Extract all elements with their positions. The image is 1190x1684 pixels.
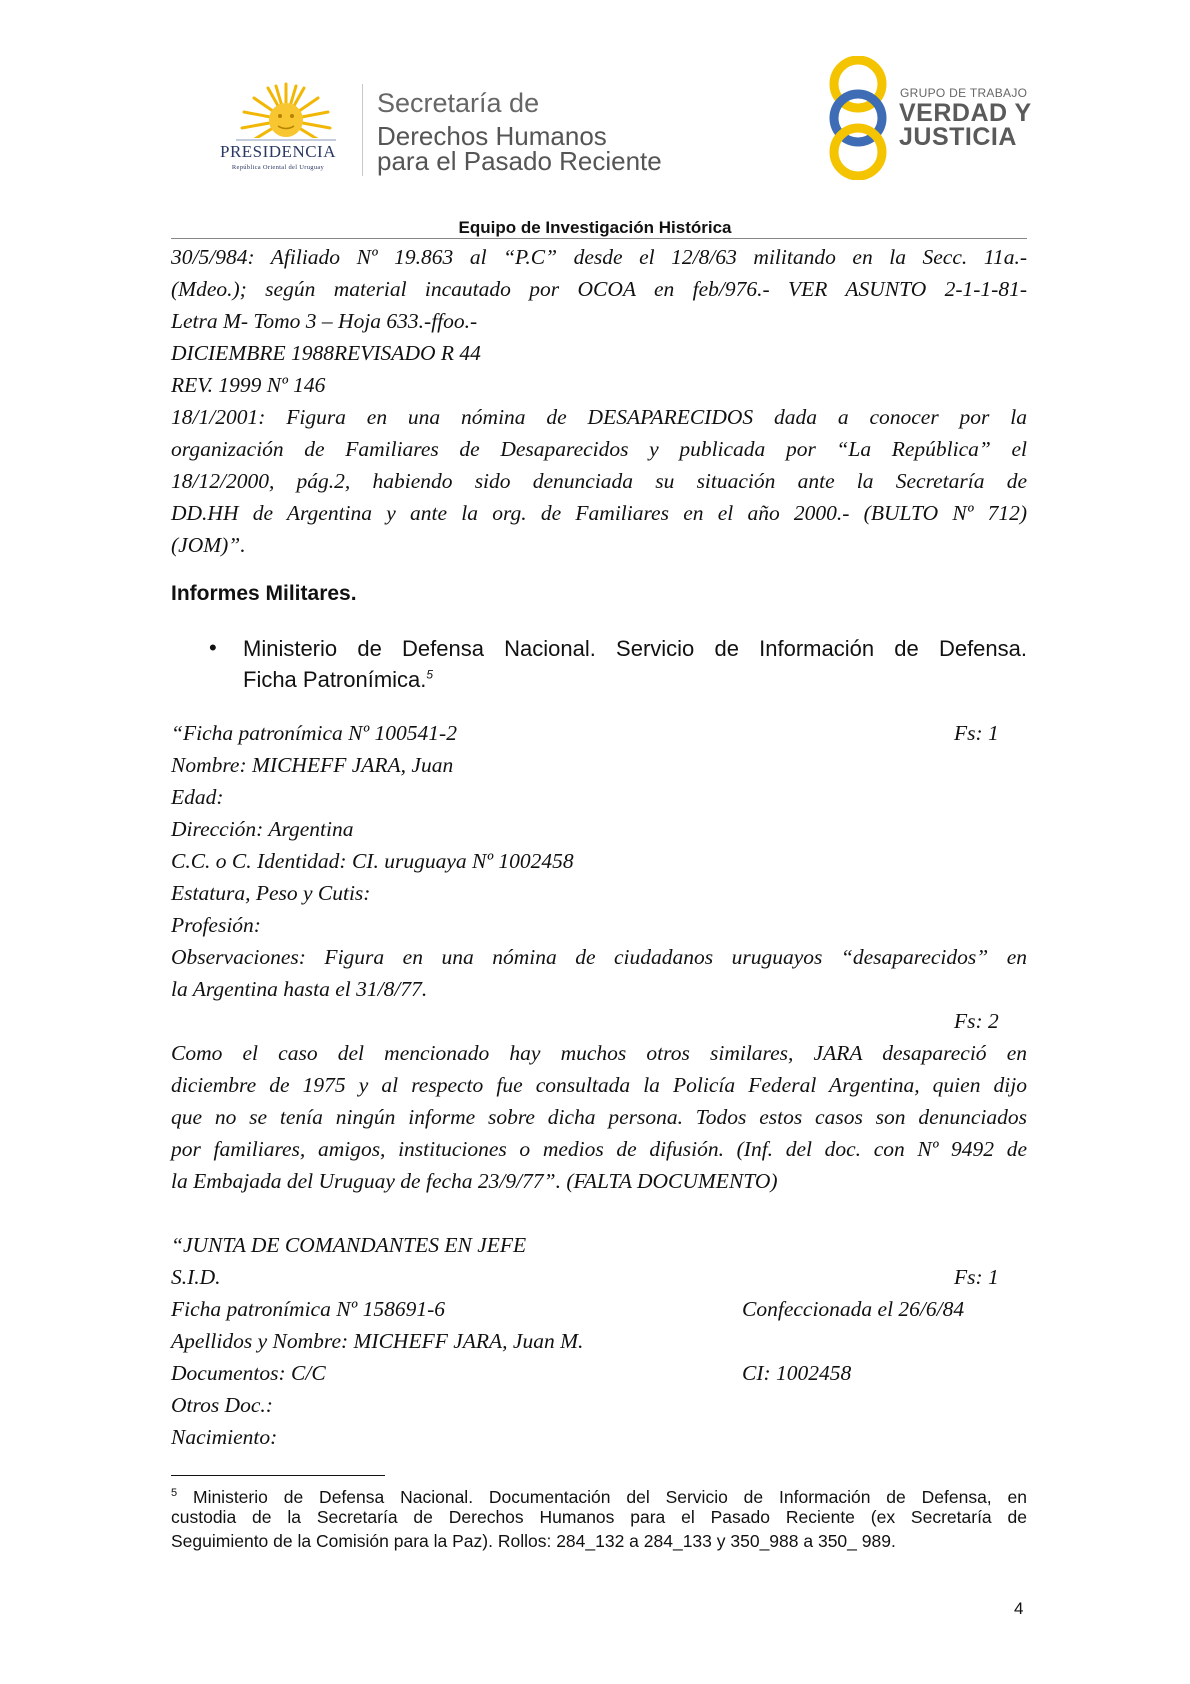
header-divider (362, 84, 363, 176)
verdad-label: VERDAD Y (899, 99, 1032, 127)
ficha1-field: Dirección: Argentina (171, 817, 354, 841)
verdad-justicia-logo (822, 56, 894, 180)
header-rule (171, 238, 1027, 239)
intro-line: DICIEMBRE 1988REVISADO R 44 (171, 341, 481, 365)
intro-line: (Mdeo.); según material incautado por OCOA en feb/976.- VER ASUNTO 2-1-1-81- (171, 277, 1027, 301)
intro-line: 30/5/984: Afiliado Nº 19.863 al “P.C” desde el 12/8/63 militando en la Secc. 11a.- (171, 245, 1027, 269)
bullet-symbol: • (209, 635, 217, 660)
ficha2-confeccionada: Confeccionada el 26/6/84 (742, 1297, 965, 1321)
intro-line: REV. 1999 Nº 146 (171, 373, 326, 397)
secretaria-line-2: Derechos Humanos (377, 121, 607, 151)
footnote-line: Seguimiento de la Comisión para la Paz). Rollos: 284_132 a 284_133 y 350_988 a 350_ 989. (171, 1531, 896, 1551)
intro-line: (JOM)”. (171, 533, 246, 557)
ficha1-para-line: por familiares, amigos, instituciones o medios de difusión. (Inf. del doc. con Nº 9492 de (171, 1137, 1027, 1161)
ficha1-field: C.C. o C. Identidad: CI. uruguaya Nº 1002458 (171, 849, 574, 873)
justicia-label: JUSTICIA (899, 123, 1017, 151)
ficha2-fs1: Fs: 1 (954, 1265, 999, 1289)
ficha2-title: “JUNTA DE COMANDANTES EN JEFE (171, 1233, 527, 1257)
presidencia-sun-logo (226, 80, 346, 150)
ficha2-nacimiento: Nacimiento: (171, 1425, 278, 1449)
ficha1-obs-line: Observaciones: Figura en una nómina de ciudadanos uruguayos “desaparecidos” en (171, 945, 1027, 969)
ficha2-documentos: Documentos: C/C (171, 1361, 326, 1385)
footnote-number: 5 (171, 1487, 178, 1499)
ficha1-field: Nombre: MICHEFF JARA, Juan (171, 753, 454, 777)
footnote-ref[interactable]: 5 (426, 667, 434, 682)
ficha1-title: “Ficha patronímica Nº 100541-2 (171, 721, 457, 745)
bullet-line-2 (243, 667, 433, 693)
ficha1-obs-line: la Argentina hasta el 31/8/77. (171, 977, 428, 1001)
ficha2-otros: Otros Doc.: (171, 1393, 273, 1417)
footnote-rule (171, 1475, 385, 1476)
intro-line: Letra M- Tomo 3 – Hoja 633.-ffoo.- (171, 309, 478, 333)
ficha2-ci: CI: 1002458 (742, 1361, 852, 1385)
ficha1-para-line: la Embajada del Uruguay de fecha 23/9/77”. (FALTA DOCUMENTO) (171, 1169, 778, 1193)
intro-line: organización de Familiares de Desaparecidos y publicada por “La República” el (171, 437, 1027, 461)
intro-line: 18/1/2001: Figura en una nómina de DESAPARECIDOS dada a conocer por la (171, 405, 1027, 429)
ficha2-apellidos: Apellidos y Nombre: MICHEFF JARA, Juan M. (171, 1329, 584, 1353)
page-number: 4 (1014, 1599, 1024, 1618)
secretaria-line-3: para el Pasado Reciente (377, 146, 662, 176)
ficha1-field: Profesión: (171, 913, 261, 937)
intro-line: 18/12/2000, pág.2, habiendo sido denunciada su situación ante la Secretaría de (171, 469, 1027, 493)
ficha2-sid: S.I.D. (171, 1265, 221, 1289)
bullet-line-2-text: Ficha Patronímica. (243, 667, 427, 692)
ficha1-para-line: diciembre de 1975 y al respecto fue consultada la Policía Federal Argentina, quien dijo (171, 1073, 1027, 1097)
presidencia-name: PRESIDENCIA (219, 142, 336, 161)
secretaria-line-1: Secretaría de (377, 88, 540, 118)
ficha1-fs1: Fs: 1 (954, 721, 999, 745)
bullet-line-1: Ministerio de Defensa Nacional. Servicio de Información de Defensa. (243, 636, 1027, 661)
footnote-line-1-text: Ministerio de Defensa Nacional. Documentación del Servicio de Información de Defensa, en (177, 1486, 1027, 1507)
ficha1-field: Edad: (171, 785, 224, 809)
grupo-trabajo-label: GRUPO DE TRABAJO (900, 86, 1028, 100)
team-title: Equipo de Investigación Histórica (458, 218, 732, 237)
presidencia-subtitle: República Oriental del Uruguay (231, 164, 325, 171)
section-heading: Informes Militares. (171, 582, 357, 605)
ficha1-field: Estatura, Peso y Cutis: (171, 881, 371, 905)
ficha1-para-line: Como el caso del mencionado hay muchos otros similares, JARA desapareció en (171, 1041, 1027, 1065)
footnote-line: custodia de la Secretaría de Derechos Humanos para el Pasado Reciente (ex Secretaría de (171, 1507, 1027, 1527)
ficha1-fs2: Fs: 2 (954, 1009, 999, 1033)
intro-line: DD.HH de Argentina y ante la org. de Familiares en el año 2000.- (BULTO Nº 712) (171, 501, 1027, 525)
ficha2-ficha: Ficha patronímica Nº 158691-6 (171, 1297, 445, 1321)
ficha1-para-line: que no se tenía ningún informe sobre dicha persona. Todos estos casos son denunciados (171, 1105, 1027, 1129)
